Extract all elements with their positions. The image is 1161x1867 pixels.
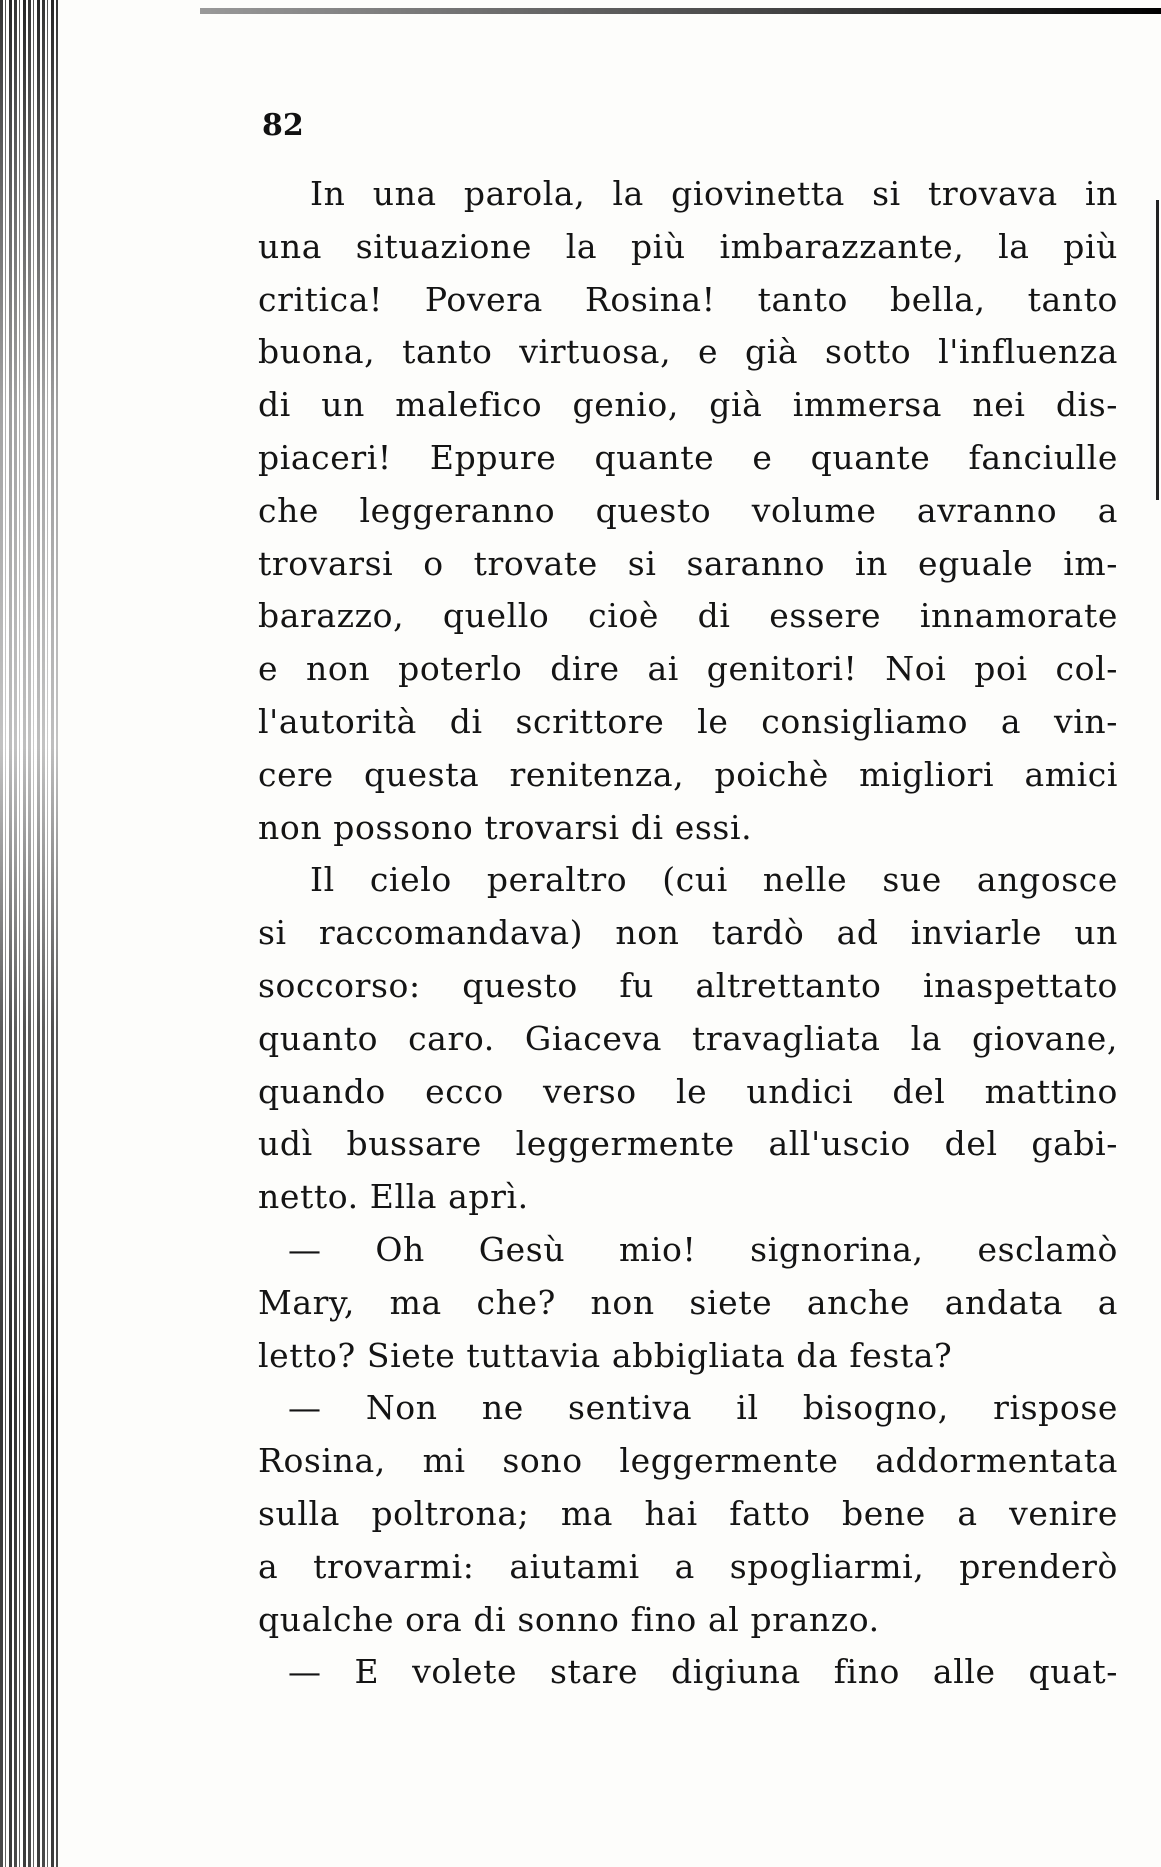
text-line: e non poterlo dire ai genitori! Noi poi col- [258, 649, 1118, 689]
text-line: Il cielo peraltro (cui nelle sue angosce [310, 860, 1118, 900]
gutter-shading [0, 0, 58, 1867]
text-line: — Non ne sentiva il bisogno, rispose [288, 1388, 1118, 1428]
text-line: — E volete stare digiuna fino alle quat- [288, 1652, 1118, 1692]
text-line: Rosina, mi sono leggermente addormentata [258, 1441, 1118, 1481]
text-line: qualche ora di sonno fino al pranzo. [258, 1599, 880, 1639]
text-line: di un malefico genio, già immersa nei dis- [258, 385, 1118, 425]
text-line: letto? Siete tuttavia abbigliata da festa? [258, 1335, 953, 1375]
text-line: In una parola, la giovinetta si trovava in [310, 174, 1118, 213]
text-line: — Oh Gesù mio! signorina, esclamò [288, 1229, 1118, 1269]
page-number: 82 [262, 108, 304, 143]
right-edge-mark [1156, 200, 1159, 500]
text-line: una situazione la più imbarazzante, la più [258, 226, 1118, 266]
text-line: cere questa renitenza, poichè migliori amici [258, 754, 1118, 794]
text-line: quanto caro. Giaceva travagliata la giovane, [258, 1018, 1118, 1058]
text-line: netto. Ella aprì. [258, 1177, 529, 1217]
text-line: udì bussare leggermente all'uscio del gabi- [258, 1124, 1118, 1164]
text-line: Mary, ma che? non siete anche andata a [258, 1282, 1118, 1322]
text-line: non possono trovarsi di essi. [258, 807, 753, 847]
text-line: trovarsi o trovate si saranno in eguale im- [258, 543, 1118, 583]
text-line: a trovarmi: aiutami a spogliarmi, prenderò [258, 1546, 1118, 1586]
text-line: soccorso: questo fu altrettanto inaspettato [258, 965, 1118, 1005]
text-line: critica! Povera Rosina! tanto bella, tanto [258, 279, 1118, 319]
text-line: l'autorità di scrittore le consigliamo a vin- [258, 701, 1118, 741]
text-line: piaceri! Eppure quante e quante fanciulle [258, 437, 1118, 477]
top-edge-rule [200, 8, 1161, 14]
body-text [258, 168, 1118, 1699]
text-line: barazzo, quello cioè di essere innamorate [258, 596, 1118, 636]
text-line: sulla poltrona; ma hai fatto bene a venire [258, 1493, 1118, 1533]
text-line: si raccomandava) non tardò ad inviarle un [258, 913, 1118, 953]
text-line: buona, tanto virtuosa, e già sotto l'influenza [258, 332, 1118, 372]
text-line: quando ecco verso le undici del mattino [258, 1071, 1118, 1111]
text-line: che leggeranno questo volume avranno a [258, 490, 1118, 530]
